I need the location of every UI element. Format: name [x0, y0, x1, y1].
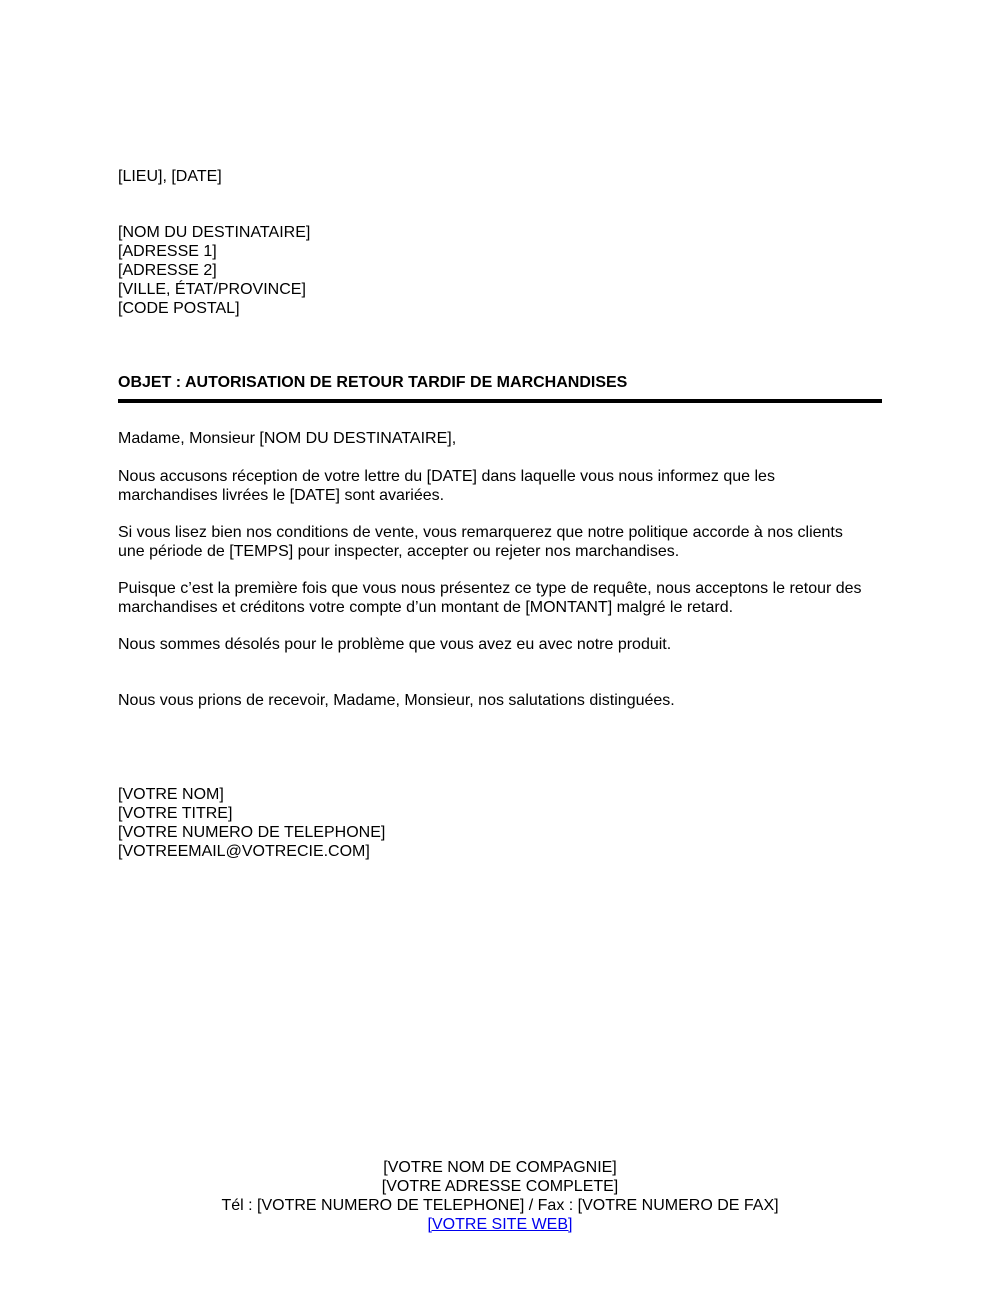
- paragraph-line: marchandises livrées le [DATE] sont avariées.: [118, 487, 445, 504]
- letterhead-footer: [0, 1158, 1000, 1234]
- paragraph-line: marchandises et créditons votre compte d’un montant de [MONTANT] malgré le retard.: [118, 599, 734, 616]
- paragraph-2: [118, 523, 888, 561]
- footer-address: [VOTRE ADRESSE COMPLETE]: [381, 1178, 619, 1195]
- signature-email: [VOTREEMAIL@VOTRECIE.COM]: [118, 843, 370, 860]
- apology-paragraph: Nous sommes désolés pour le problème que vous avez eu avec notre produit.: [118, 636, 672, 653]
- recipient-city-state: [VILLE, ÉTAT/PROVINCE]: [118, 281, 306, 298]
- signature-phone: [VOTRE NUMERO DE TELEPHONE]: [118, 824, 386, 841]
- signature-name: [VOTRE NOM]: [118, 786, 224, 803]
- subject-line: OBJET : AUTORISATION DE RETOUR TARDIF DE MARCHANDISES: [118, 374, 628, 391]
- subject-divider: [118, 399, 882, 403]
- closing-formula: Nous vous prions de recevoir, Madame, Monsieur, nos salutations distinguées.: [118, 692, 675, 709]
- paragraph-1: [118, 467, 888, 505]
- recipient-postal-code: [CODE POSTAL]: [118, 300, 240, 317]
- footer-contact: Tél : [VOTRE NUMERO DE TELEPHONE] / Fax : [VOTRE NUMERO DE FAX]: [221, 1197, 779, 1214]
- signature-title: [VOTRE TITRE]: [118, 805, 233, 822]
- paragraph-3: [118, 579, 888, 617]
- footer-website-link[interactable]: [VOTRE SITE WEB]: [427, 1216, 573, 1233]
- recipient-name: [NOM DU DESTINATAIRE]: [118, 224, 311, 241]
- recipient-address2: [ADRESSE 2]: [118, 262, 217, 279]
- paragraph-line: Puisque c’est la première fois que vous nous présentez ce type de requête, nous acceptons le retour des: [118, 580, 862, 597]
- salutation: Madame, Monsieur [NOM DU DESTINATAIRE],: [118, 430, 457, 447]
- footer-company: [VOTRE NOM DE COMPAGNIE]: [383, 1159, 617, 1176]
- recipient-address: [118, 223, 888, 318]
- paragraph-line: Nous accusons réception de votre lettre du [DATE] dans laquelle vous nous informez que les: [118, 468, 775, 485]
- paragraph-line: Si vous lisez bien nos conditions de vente, vous remarquerez que notre politique accorde à nos clients: [118, 524, 843, 541]
- paragraph-line: une période de [TEMPS] pour inspecter, accepter ou rejeter nos marchandises.: [118, 543, 680, 560]
- signature-block: [118, 785, 888, 861]
- place-date: [LIEU], [DATE]: [118, 168, 222, 185]
- recipient-address1: [ADRESSE 1]: [118, 243, 217, 260]
